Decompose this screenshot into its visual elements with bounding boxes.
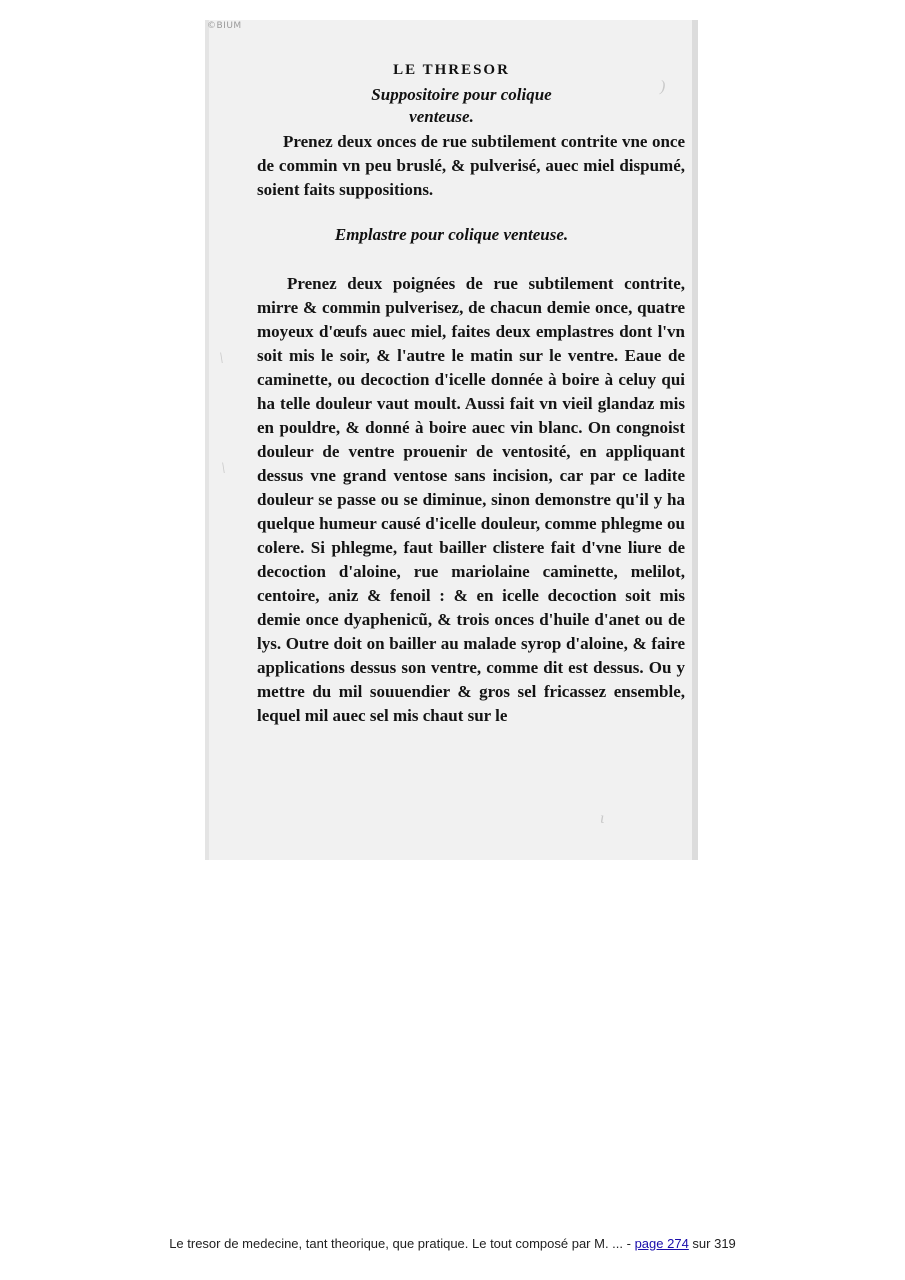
- footer-prefix: Le tresor de medecine, tant theorique, que pratique. Le tout composé par M. ... -: [169, 1236, 635, 1251]
- running-head: LE THRESOR: [393, 62, 510, 78]
- paragraph-emplastre: Prenez deux poignées de rue subtilement contrite, mirre & commin pulverisez, de chacun demie once, quatre moyeux d'œufs auec miel, faites deux emplastres dont l'vn soit mis le soir, & l'autre le matin sur le ventre. Eaue de caminette, ou decoction d'icelle donnée à boire à celuy qui ha telle douleur vaut moult. Aussi fait vn vieil glandaz mis en pouldre, & donné à boire auec vin blanc. On congnoist douleur de ventre prouenir de ventosité, en appliquant dessus vne grand ventose sans incision, car par ce ladite douleur se passe ou se diminue, sinon demonstre qu'il y ha quelque humeur causé d'icelle douleur, comme phlegme ou colere. Si phlegme, faut bailler clistere fait d'vne liure de decoction d'aloine, rue mariolaine caminette, melilot, centoire, aniz & fenoil : & en icelle decoction soit mis demie once dyaphenicũ, & trois onces d'huile d'anet ou de lys. Outre doit on bailler au malade syrop d'aloine, & faire applications dessus son ventre, comme dit est dessus. Ou y mettre du mil souuendier & gros sel fricassez ensemble, lequel mil auec sel mis chaut sur le: [257, 274, 685, 725]
- footer-caption: [0, 1236, 905, 1251]
- bleed-through-mark: \: [219, 350, 224, 367]
- footer-suffix: sur 319: [688, 1236, 736, 1251]
- section-title-emplastre: Emplastre pour colique venteuse.: [334, 225, 569, 244]
- watermark-stamp: ©BIUM: [207, 21, 242, 31]
- section-title-line2: venteuse.: [409, 107, 474, 126]
- scanned-page: [205, 20, 698, 860]
- page-edge-left: [205, 20, 209, 860]
- page-edge-right: [692, 20, 698, 860]
- page-link[interactable]: page 274: [634, 1236, 689, 1251]
- bleed-through-mark: \: [221, 460, 226, 477]
- paragraph-suppositoire: Prenez deux onces de rue subtilement contrite vne once de commin vn peu bruslé, & pulverisé, auec miel dispumé, soient faits suppositions.: [257, 132, 685, 199]
- bleed-through-mark: ): [660, 78, 666, 95]
- bleed-through-mark: ɩ: [600, 810, 605, 827]
- section-title-line1: Suppositoire pour colique: [371, 85, 552, 104]
